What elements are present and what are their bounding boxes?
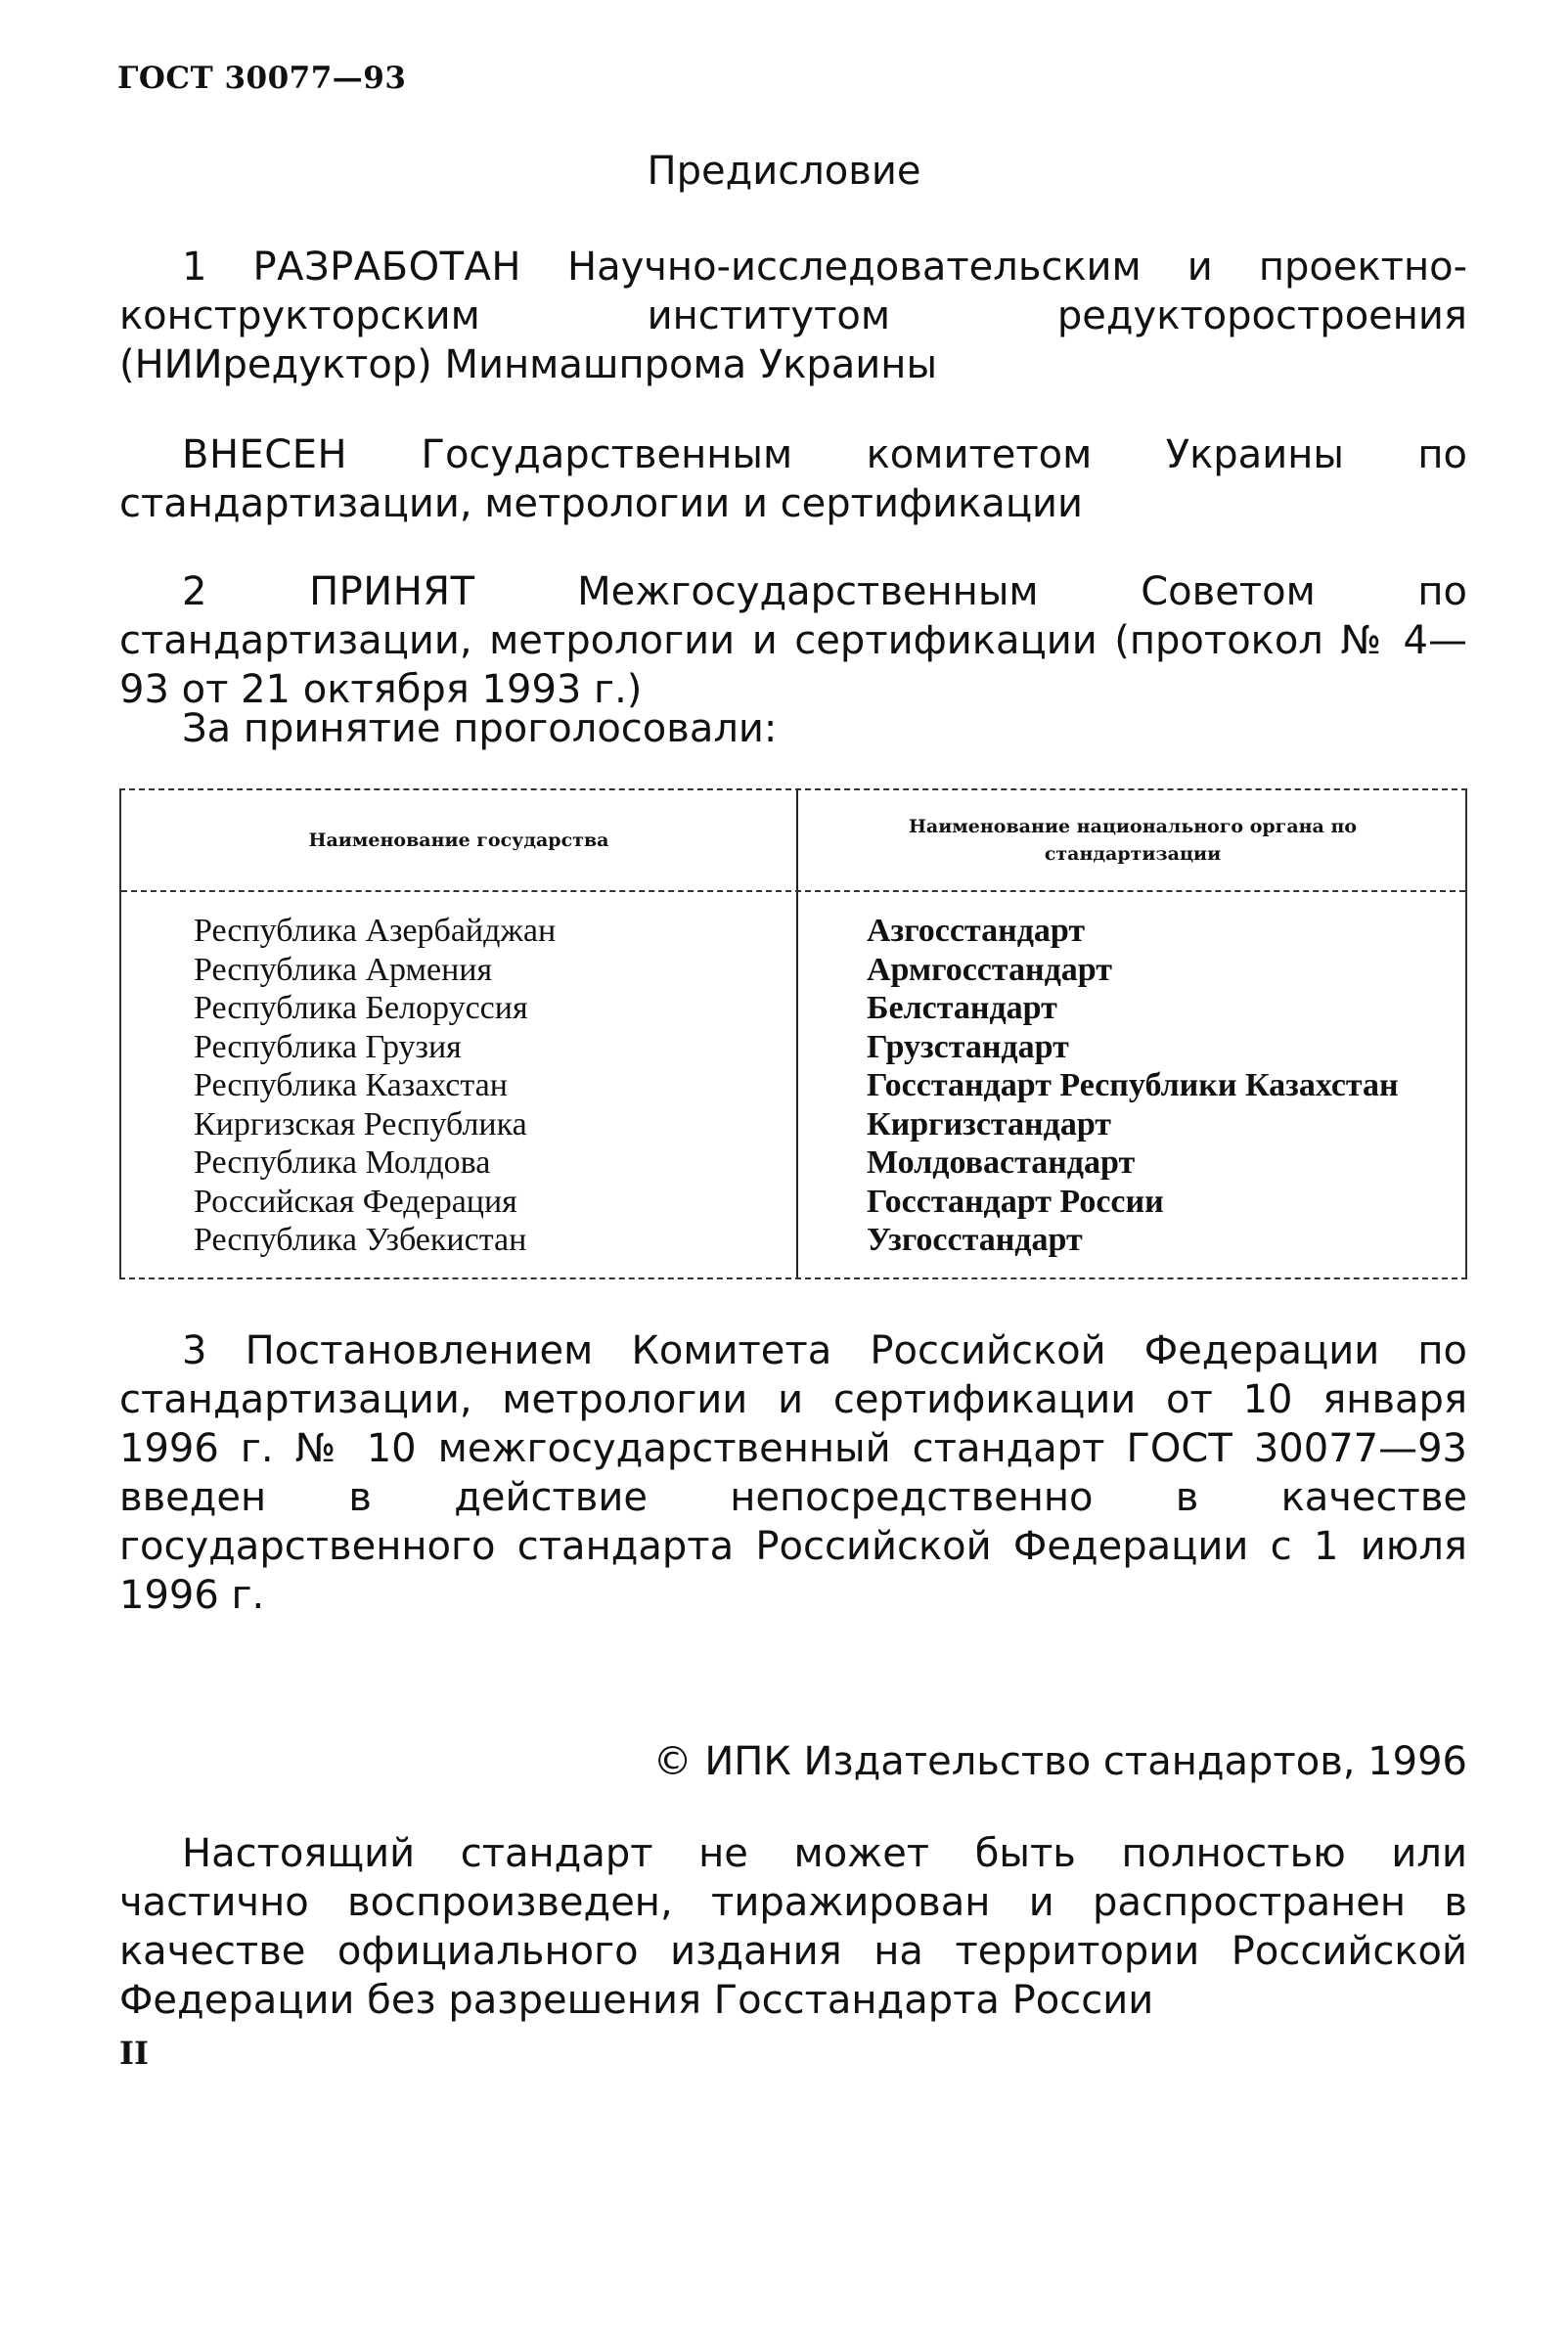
header-divider [121, 890, 1465, 892]
table-header-state: Наименование государства [308, 829, 609, 851]
section-number: 1 [182, 245, 207, 290]
section-label: ВНЕСЕН [182, 432, 348, 477]
section-number: 2 [182, 569, 207, 614]
table-cell-state: Республика Армения [194, 951, 493, 988]
voted-intro: За принятие проголосовали: [182, 706, 778, 751]
section-enacted [119, 1326, 1467, 1620]
section-label: ПРИНЯТ [309, 569, 475, 614]
table-cell-state: Республика Молдова [194, 1144, 491, 1181]
voting-table [119, 788, 1467, 1279]
copyright-notice: © ИПК Издательство стандартов, 1996 [652, 1739, 1467, 1784]
table-cell-authority: Молдовастандарт [867, 1144, 1136, 1181]
table-cell-state: Республика Грузия [194, 1028, 462, 1065]
table-cell-authority: Узгосстандарт [867, 1222, 1083, 1258]
table-cell-authority: Киргизстандарт [867, 1105, 1112, 1143]
section-submitted [119, 430, 1467, 528]
section-text: Научно-исследовательским и проектно-конструкторским институтом редукторостроения (НИИредуктор) Минмашпрома Украины [119, 245, 1468, 387]
table-cell-state: Российская Федерация [194, 1183, 517, 1220]
notice-text: Настоящий стандарт не может быть полностью или частично воспроизведен, тиражирован и распространен в качестве официального издания на территории Российской Федерации без разрешения Госстандарта России [119, 1831, 1467, 2023]
table-cell-state: Республика Казахстан [194, 1067, 508, 1103]
table-cell-authority: Белстандарт [867, 990, 1057, 1026]
reproduction-notice [119, 1829, 1467, 2025]
table-cell-authority: Азгосстандарт [867, 913, 1086, 949]
document-code: ГОСТ 30077—93 [117, 61, 407, 96]
page-title: Предисловие [647, 149, 921, 194]
page-number: II [119, 2035, 149, 2072]
authorities-column [867, 912, 1399, 1260]
section-number: 3 [182, 1328, 207, 1373]
section-text: Постановлением Комитета Российской Федерации по стандартизации, метрологии и сертификации от 10 января 1996 г. № 10 межгосударственный стандарт ГОСТ 30077—93 введен в действие непосредственно в качестве государственного стандарта Российской Федерации с 1 июля 1996 г. [119, 1328, 1467, 1618]
table-cell-authority: Грузстандарт [867, 1028, 1069, 1065]
section-text: Межгосударственным Советом по стандартизации, метрологии и сертификации (протокол № 4—93 от 21 октября 1993 г.) [119, 569, 1468, 712]
table-cell-state: Киргизская Республика [194, 1105, 527, 1143]
section-label: РАЗРАБОТАН [252, 245, 521, 290]
table-header-authority: Наименование национального органа по стандартизации [908, 816, 1358, 865]
table-cell-state: Республика Белоруссия [194, 990, 528, 1026]
table-cell-state: Республика Узбекистан [194, 1222, 527, 1258]
table-cell-authority: Госстандарт Республики Казахстан [867, 1067, 1399, 1103]
section-adopted [119, 567, 1467, 714]
table-cell-authority: Госстандарт России [867, 1183, 1164, 1220]
table-cell-state: Республика Азербайджан [194, 913, 557, 949]
table-cell-authority: Армгосстандарт [867, 951, 1112, 988]
section-developed [119, 243, 1467, 389]
states-column [194, 912, 556, 1260]
section-text: Государственным комитетом Украины по стандартизации, метрологии и сертификации [119, 432, 1468, 526]
